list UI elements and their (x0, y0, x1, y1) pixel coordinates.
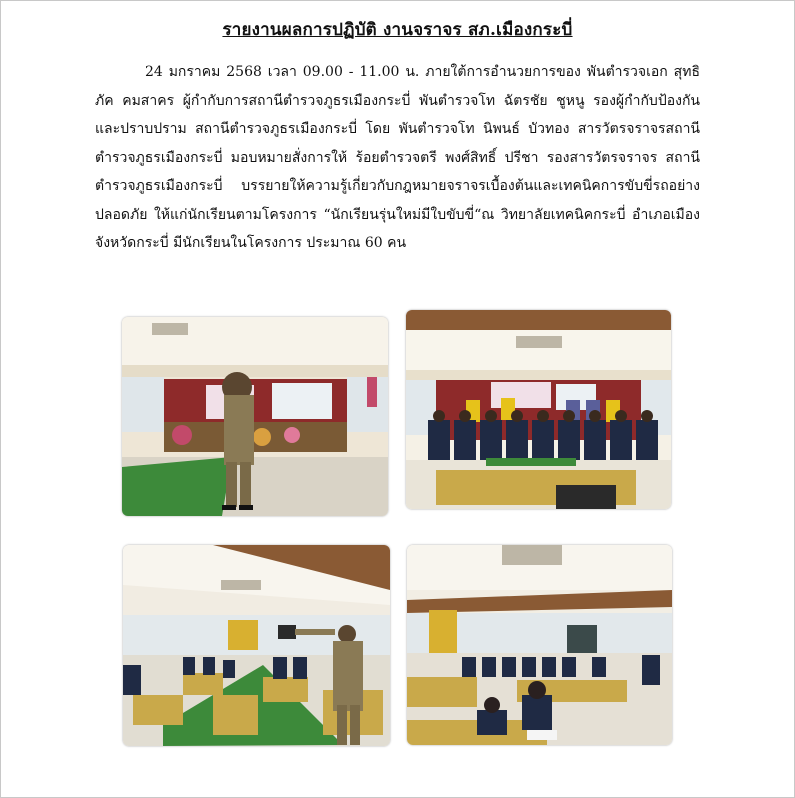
photo-classroom-instructor (123, 545, 390, 746)
photo-students-seated (407, 545, 672, 745)
report-title: รายงานผลการปฏิบัติ งานจราจร สภ.เมืองกระบี่ (222, 20, 573, 40)
report-paragraph: 24 มกราคม 2568 เวลา 09.00 - 11.00 น. ภายใต้การอำนวยการของ พันตำรวจเอก สุทธิภัค คมสาคร ผู้กำกับการสถานีตำรวจภูธรเมืองกระบี่ พันตำรวจโท ฉัตรชัย ชูหนู รองผู้กำกับป้องกันและปราบปราม สถานีตำรวจภูธรเมืองกระบี่ โดย พันตำรวจโท นิพนธ์ บัวทอง สารวัตรจราจรสถานีตำรวจภูธรเมืองกระบี่ มอบหมายสั่งการให้ ร้อยตำรวจตรี พงศ์สิทธิ์ ปรีชา รองสารวัตรจราจร สถานีตำรวจภูธรเมืองกระบี่ บรรยายให้ความรู้เกี่ยวกับกฎหมายจราจรเบื้องต้นและเทคนิคการขับขี่รถอย่างปลอดภัย ให้แก่นักเรียนตามโครงการ “นักเรียนรุ่นใหม่มีใบขับขี่“ณ วิทยาลัยเทคนิคกระบี่ อำเภอเมือง จังหวัดกระบี่ มีนักเรียนในโครงการ ประมาณ 60 คน (95, 64, 700, 251)
photo-group-students (406, 310, 671, 509)
photo-officer-lecturing (122, 317, 388, 516)
